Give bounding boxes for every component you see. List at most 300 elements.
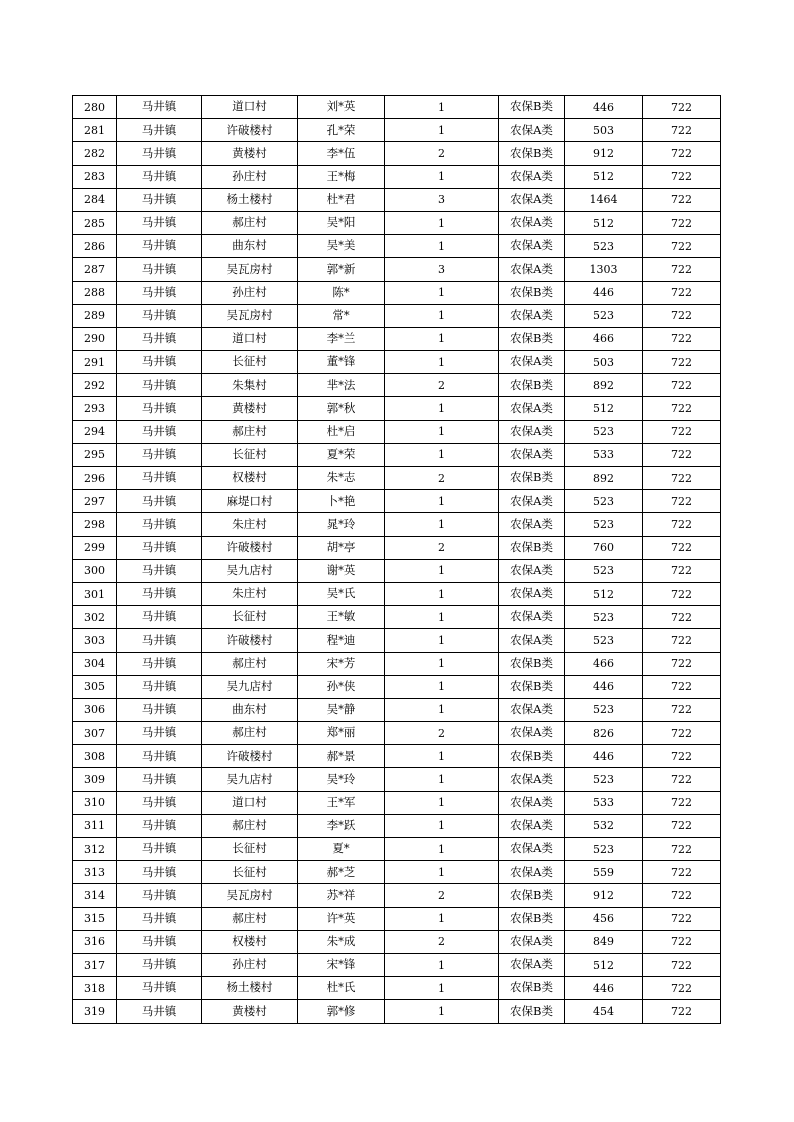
household-size-cell: 2 bbox=[385, 722, 499, 745]
village-cell: 吴瓦房村 bbox=[202, 304, 298, 327]
household-size-cell: 1 bbox=[385, 629, 499, 652]
village-cell: 吴瓦房村 bbox=[202, 884, 298, 907]
name-cell: 许*英 bbox=[298, 907, 385, 930]
insurance-type-cell: 农保A类 bbox=[499, 188, 565, 211]
row-number-cell: 311 bbox=[73, 814, 117, 837]
town-cell: 马井镇 bbox=[117, 490, 202, 513]
standard-cell: 722 bbox=[643, 977, 721, 1000]
table-row bbox=[73, 119, 721, 142]
standard-cell: 722 bbox=[643, 467, 721, 490]
household-size-cell: 1 bbox=[385, 165, 499, 188]
name-cell: 芈*法 bbox=[298, 374, 385, 397]
standard-cell: 722 bbox=[643, 698, 721, 721]
town-cell: 马井镇 bbox=[117, 351, 202, 374]
name-cell: 郑*丽 bbox=[298, 722, 385, 745]
insurance-type-cell: 农保A类 bbox=[499, 211, 565, 234]
table-row bbox=[73, 1000, 721, 1023]
household-size-cell: 2 bbox=[385, 374, 499, 397]
amount-cell: 523 bbox=[565, 420, 643, 443]
village-cell: 孙庄村 bbox=[202, 281, 298, 304]
amount-cell: 559 bbox=[565, 861, 643, 884]
insurance-type-cell: 农保B类 bbox=[499, 142, 565, 165]
standard-cell: 722 bbox=[643, 513, 721, 536]
town-cell: 马井镇 bbox=[117, 606, 202, 629]
table-row bbox=[73, 582, 721, 605]
village-cell: 郝庄村 bbox=[202, 211, 298, 234]
town-cell: 马井镇 bbox=[117, 211, 202, 234]
table-row bbox=[73, 536, 721, 559]
standard-cell: 722 bbox=[643, 745, 721, 768]
village-cell: 黄楼村 bbox=[202, 1000, 298, 1023]
household-size-cell: 1 bbox=[385, 745, 499, 768]
table-row bbox=[73, 884, 721, 907]
household-size-cell: 1 bbox=[385, 861, 499, 884]
table-row bbox=[73, 490, 721, 513]
household-size-cell: 1 bbox=[385, 490, 499, 513]
amount-cell: 523 bbox=[565, 304, 643, 327]
insurance-type-cell: 农保A类 bbox=[499, 791, 565, 814]
village-cell: 权楼村 bbox=[202, 467, 298, 490]
household-size-cell: 1 bbox=[385, 838, 499, 861]
household-size-cell: 1 bbox=[385, 814, 499, 837]
insurance-type-cell: 农保A类 bbox=[499, 861, 565, 884]
name-cell: 刘*英 bbox=[298, 96, 385, 119]
household-size-cell: 1 bbox=[385, 698, 499, 721]
row-number-cell: 301 bbox=[73, 582, 117, 605]
standard-cell: 722 bbox=[643, 374, 721, 397]
household-size-cell: 1 bbox=[385, 768, 499, 791]
standard-cell: 722 bbox=[643, 281, 721, 304]
household-size-cell: 2 bbox=[385, 884, 499, 907]
household-size-cell: 2 bbox=[385, 467, 499, 490]
standard-cell: 722 bbox=[643, 536, 721, 559]
row-number-cell: 294 bbox=[73, 420, 117, 443]
village-cell: 吴九店村 bbox=[202, 675, 298, 698]
town-cell: 马井镇 bbox=[117, 165, 202, 188]
standard-cell: 722 bbox=[643, 351, 721, 374]
standard-cell: 722 bbox=[643, 96, 721, 119]
table-row bbox=[73, 559, 721, 582]
village-cell: 杨土楼村 bbox=[202, 188, 298, 211]
amount-cell: 1464 bbox=[565, 188, 643, 211]
amount-cell: 456 bbox=[565, 907, 643, 930]
village-cell: 麻堤口村 bbox=[202, 490, 298, 513]
amount-cell: 446 bbox=[565, 977, 643, 1000]
amount-cell: 523 bbox=[565, 513, 643, 536]
standard-cell: 722 bbox=[643, 327, 721, 350]
amount-cell: 1303 bbox=[565, 258, 643, 281]
row-number-cell: 290 bbox=[73, 327, 117, 350]
standard-cell: 722 bbox=[643, 768, 721, 791]
insurance-type-cell: 农保A类 bbox=[499, 397, 565, 420]
name-cell: 郭*修 bbox=[298, 1000, 385, 1023]
village-cell: 吴九店村 bbox=[202, 559, 298, 582]
standard-cell: 722 bbox=[643, 397, 721, 420]
village-cell: 郝庄村 bbox=[202, 814, 298, 837]
amount-cell: 512 bbox=[565, 582, 643, 605]
name-cell: 吴*静 bbox=[298, 698, 385, 721]
amount-cell: 512 bbox=[565, 165, 643, 188]
village-cell: 长征村 bbox=[202, 861, 298, 884]
village-cell: 黄楼村 bbox=[202, 397, 298, 420]
row-number-cell: 288 bbox=[73, 281, 117, 304]
standard-cell: 722 bbox=[643, 490, 721, 513]
town-cell: 马井镇 bbox=[117, 142, 202, 165]
insurance-type-cell: 农保A类 bbox=[499, 420, 565, 443]
household-size-cell: 2 bbox=[385, 536, 499, 559]
name-cell: 杜*氏 bbox=[298, 977, 385, 1000]
row-number-cell: 310 bbox=[73, 791, 117, 814]
name-cell: 杜*君 bbox=[298, 188, 385, 211]
town-cell: 马井镇 bbox=[117, 698, 202, 721]
name-cell: 王*梅 bbox=[298, 165, 385, 188]
amount-cell: 912 bbox=[565, 884, 643, 907]
name-cell: 孙*侠 bbox=[298, 675, 385, 698]
row-number-cell: 297 bbox=[73, 490, 117, 513]
standard-cell: 722 bbox=[643, 791, 721, 814]
amount-cell: 523 bbox=[565, 698, 643, 721]
table-row bbox=[73, 977, 721, 1000]
amount-cell: 466 bbox=[565, 327, 643, 350]
name-cell: 李*跃 bbox=[298, 814, 385, 837]
village-cell: 长征村 bbox=[202, 443, 298, 466]
household-size-cell: 1 bbox=[385, 420, 499, 443]
standard-cell: 722 bbox=[643, 675, 721, 698]
row-number-cell: 299 bbox=[73, 536, 117, 559]
table-row bbox=[73, 838, 721, 861]
household-size-cell: 3 bbox=[385, 258, 499, 281]
standard-cell: 722 bbox=[643, 119, 721, 142]
village-cell: 黄楼村 bbox=[202, 142, 298, 165]
name-cell: 宋*锋 bbox=[298, 953, 385, 976]
row-number-cell: 302 bbox=[73, 606, 117, 629]
name-cell: 吴*美 bbox=[298, 235, 385, 258]
amount-cell: 523 bbox=[565, 838, 643, 861]
amount-cell: 512 bbox=[565, 953, 643, 976]
household-size-cell: 1 bbox=[385, 606, 499, 629]
row-number-cell: 300 bbox=[73, 559, 117, 582]
row-number-cell: 298 bbox=[73, 513, 117, 536]
row-number-cell: 318 bbox=[73, 977, 117, 1000]
row-number-cell: 286 bbox=[73, 235, 117, 258]
town-cell: 马井镇 bbox=[117, 258, 202, 281]
town-cell: 马井镇 bbox=[117, 907, 202, 930]
insurance-type-cell: 农保A类 bbox=[499, 443, 565, 466]
row-number-cell: 313 bbox=[73, 861, 117, 884]
insurance-type-cell: 农保A类 bbox=[499, 513, 565, 536]
row-number-cell: 316 bbox=[73, 930, 117, 953]
table-row bbox=[73, 374, 721, 397]
standard-cell: 722 bbox=[643, 606, 721, 629]
village-cell: 吴九店村 bbox=[202, 768, 298, 791]
town-cell: 马井镇 bbox=[117, 675, 202, 698]
insurance-type-cell: 农保A类 bbox=[499, 559, 565, 582]
village-cell: 曲东村 bbox=[202, 235, 298, 258]
town-cell: 马井镇 bbox=[117, 304, 202, 327]
village-cell: 杨土楼村 bbox=[202, 977, 298, 1000]
village-cell: 道口村 bbox=[202, 791, 298, 814]
row-number-cell: 308 bbox=[73, 745, 117, 768]
table-row bbox=[73, 768, 721, 791]
village-cell: 郝庄村 bbox=[202, 420, 298, 443]
village-cell: 曲东村 bbox=[202, 698, 298, 721]
household-size-cell: 1 bbox=[385, 96, 499, 119]
insurance-type-cell: 农保A类 bbox=[499, 490, 565, 513]
row-number-cell: 312 bbox=[73, 838, 117, 861]
table-row bbox=[73, 443, 721, 466]
village-cell: 孙庄村 bbox=[202, 953, 298, 976]
table-row bbox=[73, 467, 721, 490]
standard-cell: 722 bbox=[643, 861, 721, 884]
amount-cell: 892 bbox=[565, 467, 643, 490]
name-cell: 郝*景 bbox=[298, 745, 385, 768]
table-row bbox=[73, 513, 721, 536]
table-row bbox=[73, 907, 721, 930]
town-cell: 马井镇 bbox=[117, 397, 202, 420]
town-cell: 马井镇 bbox=[117, 884, 202, 907]
amount-cell: 446 bbox=[565, 745, 643, 768]
town-cell: 马井镇 bbox=[117, 188, 202, 211]
amount-cell: 849 bbox=[565, 930, 643, 953]
standard-cell: 722 bbox=[643, 235, 721, 258]
name-cell: 夏* bbox=[298, 838, 385, 861]
village-cell: 孙庄村 bbox=[202, 165, 298, 188]
standard-cell: 722 bbox=[643, 907, 721, 930]
village-cell: 许破楼村 bbox=[202, 629, 298, 652]
town-cell: 马井镇 bbox=[117, 467, 202, 490]
village-cell: 朱庄村 bbox=[202, 513, 298, 536]
table-row bbox=[73, 327, 721, 350]
village-cell: 道口村 bbox=[202, 96, 298, 119]
amount-cell: 523 bbox=[565, 235, 643, 258]
row-number-cell: 280 bbox=[73, 96, 117, 119]
town-cell: 马井镇 bbox=[117, 582, 202, 605]
household-size-cell: 1 bbox=[385, 675, 499, 698]
table-row bbox=[73, 397, 721, 420]
insurance-type-cell: 农保B类 bbox=[499, 536, 565, 559]
amount-cell: 523 bbox=[565, 629, 643, 652]
name-cell: 朱*成 bbox=[298, 930, 385, 953]
insurance-type-cell: 农保B类 bbox=[499, 327, 565, 350]
insurance-type-cell: 农保B类 bbox=[499, 907, 565, 930]
amount-cell: 466 bbox=[565, 652, 643, 675]
insurance-type-cell: 农保A类 bbox=[499, 119, 565, 142]
standard-cell: 722 bbox=[643, 420, 721, 443]
row-number-cell: 319 bbox=[73, 1000, 117, 1023]
insurance-type-cell: 农保A类 bbox=[499, 768, 565, 791]
insurance-type-cell: 农保B类 bbox=[499, 96, 565, 119]
town-cell: 马井镇 bbox=[117, 559, 202, 582]
table-row bbox=[73, 652, 721, 675]
household-size-cell: 1 bbox=[385, 281, 499, 304]
insurance-type-cell: 农保A类 bbox=[499, 235, 565, 258]
town-cell: 马井镇 bbox=[117, 1000, 202, 1023]
row-number-cell: 284 bbox=[73, 188, 117, 211]
town-cell: 马井镇 bbox=[117, 119, 202, 142]
village-cell: 长征村 bbox=[202, 351, 298, 374]
row-number-cell: 292 bbox=[73, 374, 117, 397]
insurance-type-cell: 农保B类 bbox=[499, 467, 565, 490]
town-cell: 马井镇 bbox=[117, 374, 202, 397]
standard-cell: 722 bbox=[643, 188, 721, 211]
table-row bbox=[73, 351, 721, 374]
town-cell: 马井镇 bbox=[117, 443, 202, 466]
insurance-type-cell: 农保B类 bbox=[499, 675, 565, 698]
amount-cell: 446 bbox=[565, 675, 643, 698]
standard-cell: 722 bbox=[643, 814, 721, 837]
standard-cell: 722 bbox=[643, 304, 721, 327]
standard-cell: 722 bbox=[643, 953, 721, 976]
town-cell: 马井镇 bbox=[117, 513, 202, 536]
household-size-cell: 1 bbox=[385, 559, 499, 582]
village-cell: 朱庄村 bbox=[202, 582, 298, 605]
standard-cell: 722 bbox=[643, 652, 721, 675]
amount-cell: 533 bbox=[565, 443, 643, 466]
table-row bbox=[73, 281, 721, 304]
town-cell: 马井镇 bbox=[117, 791, 202, 814]
standard-cell: 722 bbox=[643, 930, 721, 953]
table-row bbox=[73, 96, 721, 119]
insurance-type-cell: 农保B类 bbox=[499, 1000, 565, 1023]
insurance-type-cell: 农保A类 bbox=[499, 930, 565, 953]
insurance-type-cell: 农保B类 bbox=[499, 374, 565, 397]
town-cell: 马井镇 bbox=[117, 327, 202, 350]
household-size-cell: 1 bbox=[385, 977, 499, 1000]
standard-cell: 722 bbox=[643, 884, 721, 907]
village-cell: 权楼村 bbox=[202, 930, 298, 953]
insurance-type-cell: 农保A类 bbox=[499, 606, 565, 629]
name-cell: 郝*芝 bbox=[298, 861, 385, 884]
roster-table bbox=[72, 95, 721, 1024]
standard-cell: 722 bbox=[643, 629, 721, 652]
amount-cell: 892 bbox=[565, 374, 643, 397]
household-size-cell: 2 bbox=[385, 930, 499, 953]
name-cell: 吴*氏 bbox=[298, 582, 385, 605]
town-cell: 马井镇 bbox=[117, 930, 202, 953]
amount-cell: 512 bbox=[565, 211, 643, 234]
village-cell: 许破楼村 bbox=[202, 745, 298, 768]
name-cell: 苏*祥 bbox=[298, 884, 385, 907]
insurance-type-cell: 农保A类 bbox=[499, 629, 565, 652]
row-number-cell: 314 bbox=[73, 884, 117, 907]
amount-cell: 523 bbox=[565, 559, 643, 582]
amount-cell: 523 bbox=[565, 768, 643, 791]
row-number-cell: 295 bbox=[73, 443, 117, 466]
name-cell: 朱*志 bbox=[298, 467, 385, 490]
table-row bbox=[73, 420, 721, 443]
standard-cell: 722 bbox=[643, 258, 721, 281]
village-cell: 朱集村 bbox=[202, 374, 298, 397]
table-row bbox=[73, 142, 721, 165]
row-number-cell: 282 bbox=[73, 142, 117, 165]
row-number-cell: 296 bbox=[73, 467, 117, 490]
village-cell: 郝庄村 bbox=[202, 907, 298, 930]
village-cell: 郝庄村 bbox=[202, 652, 298, 675]
row-number-cell: 281 bbox=[73, 119, 117, 142]
town-cell: 马井镇 bbox=[117, 838, 202, 861]
household-size-cell: 1 bbox=[385, 327, 499, 350]
household-size-cell: 1 bbox=[385, 791, 499, 814]
town-cell: 马井镇 bbox=[117, 96, 202, 119]
household-size-cell: 3 bbox=[385, 188, 499, 211]
standard-cell: 722 bbox=[643, 443, 721, 466]
amount-cell: 523 bbox=[565, 606, 643, 629]
table-row bbox=[73, 953, 721, 976]
table-row bbox=[73, 814, 721, 837]
insurance-type-cell: 农保A类 bbox=[499, 351, 565, 374]
household-size-cell: 1 bbox=[385, 907, 499, 930]
name-cell: 杜*启 bbox=[298, 420, 385, 443]
table-row bbox=[73, 304, 721, 327]
amount-cell: 760 bbox=[565, 536, 643, 559]
standard-cell: 722 bbox=[643, 838, 721, 861]
name-cell: 陈* bbox=[298, 281, 385, 304]
table-row bbox=[73, 675, 721, 698]
row-number-cell: 289 bbox=[73, 304, 117, 327]
row-number-cell: 306 bbox=[73, 698, 117, 721]
insurance-type-cell: 农保A类 bbox=[499, 953, 565, 976]
town-cell: 马井镇 bbox=[117, 977, 202, 1000]
insurance-type-cell: 农保A类 bbox=[499, 814, 565, 837]
amount-cell: 826 bbox=[565, 722, 643, 745]
insurance-type-cell: 农保A类 bbox=[499, 722, 565, 745]
row-number-cell: 285 bbox=[73, 211, 117, 234]
village-cell: 郝庄村 bbox=[202, 722, 298, 745]
name-cell: 常* bbox=[298, 304, 385, 327]
standard-cell: 722 bbox=[643, 559, 721, 582]
row-number-cell: 305 bbox=[73, 675, 117, 698]
table-row bbox=[73, 258, 721, 281]
town-cell: 马井镇 bbox=[117, 420, 202, 443]
name-cell: 吴*玲 bbox=[298, 768, 385, 791]
table-row bbox=[73, 606, 721, 629]
name-cell: 李*伍 bbox=[298, 142, 385, 165]
amount-cell: 912 bbox=[565, 142, 643, 165]
village-cell: 许破楼村 bbox=[202, 119, 298, 142]
row-number-cell: 304 bbox=[73, 652, 117, 675]
row-number-cell: 307 bbox=[73, 722, 117, 745]
table-body bbox=[73, 96, 721, 1024]
household-size-cell: 1 bbox=[385, 351, 499, 374]
village-cell: 吴瓦房村 bbox=[202, 258, 298, 281]
row-number-cell: 293 bbox=[73, 397, 117, 420]
household-size-cell: 1 bbox=[385, 582, 499, 605]
row-number-cell: 287 bbox=[73, 258, 117, 281]
household-size-cell: 1 bbox=[385, 1000, 499, 1023]
household-size-cell: 1 bbox=[385, 397, 499, 420]
row-number-cell: 315 bbox=[73, 907, 117, 930]
name-cell: 李*兰 bbox=[298, 327, 385, 350]
household-size-cell: 1 bbox=[385, 513, 499, 536]
table-row bbox=[73, 861, 721, 884]
household-size-cell: 1 bbox=[385, 235, 499, 258]
name-cell: 宋*芳 bbox=[298, 652, 385, 675]
name-cell: 董*锋 bbox=[298, 351, 385, 374]
name-cell: 夏*荣 bbox=[298, 443, 385, 466]
standard-cell: 722 bbox=[643, 165, 721, 188]
standard-cell: 722 bbox=[643, 582, 721, 605]
town-cell: 马井镇 bbox=[117, 281, 202, 304]
household-size-cell: 1 bbox=[385, 211, 499, 234]
table-row bbox=[73, 930, 721, 953]
insurance-type-cell: 农保B类 bbox=[499, 977, 565, 1000]
insurance-type-cell: 农保A类 bbox=[499, 165, 565, 188]
village-cell: 长征村 bbox=[202, 606, 298, 629]
town-cell: 马井镇 bbox=[117, 235, 202, 258]
table-row bbox=[73, 722, 721, 745]
table-row bbox=[73, 629, 721, 652]
name-cell: 程*迪 bbox=[298, 629, 385, 652]
